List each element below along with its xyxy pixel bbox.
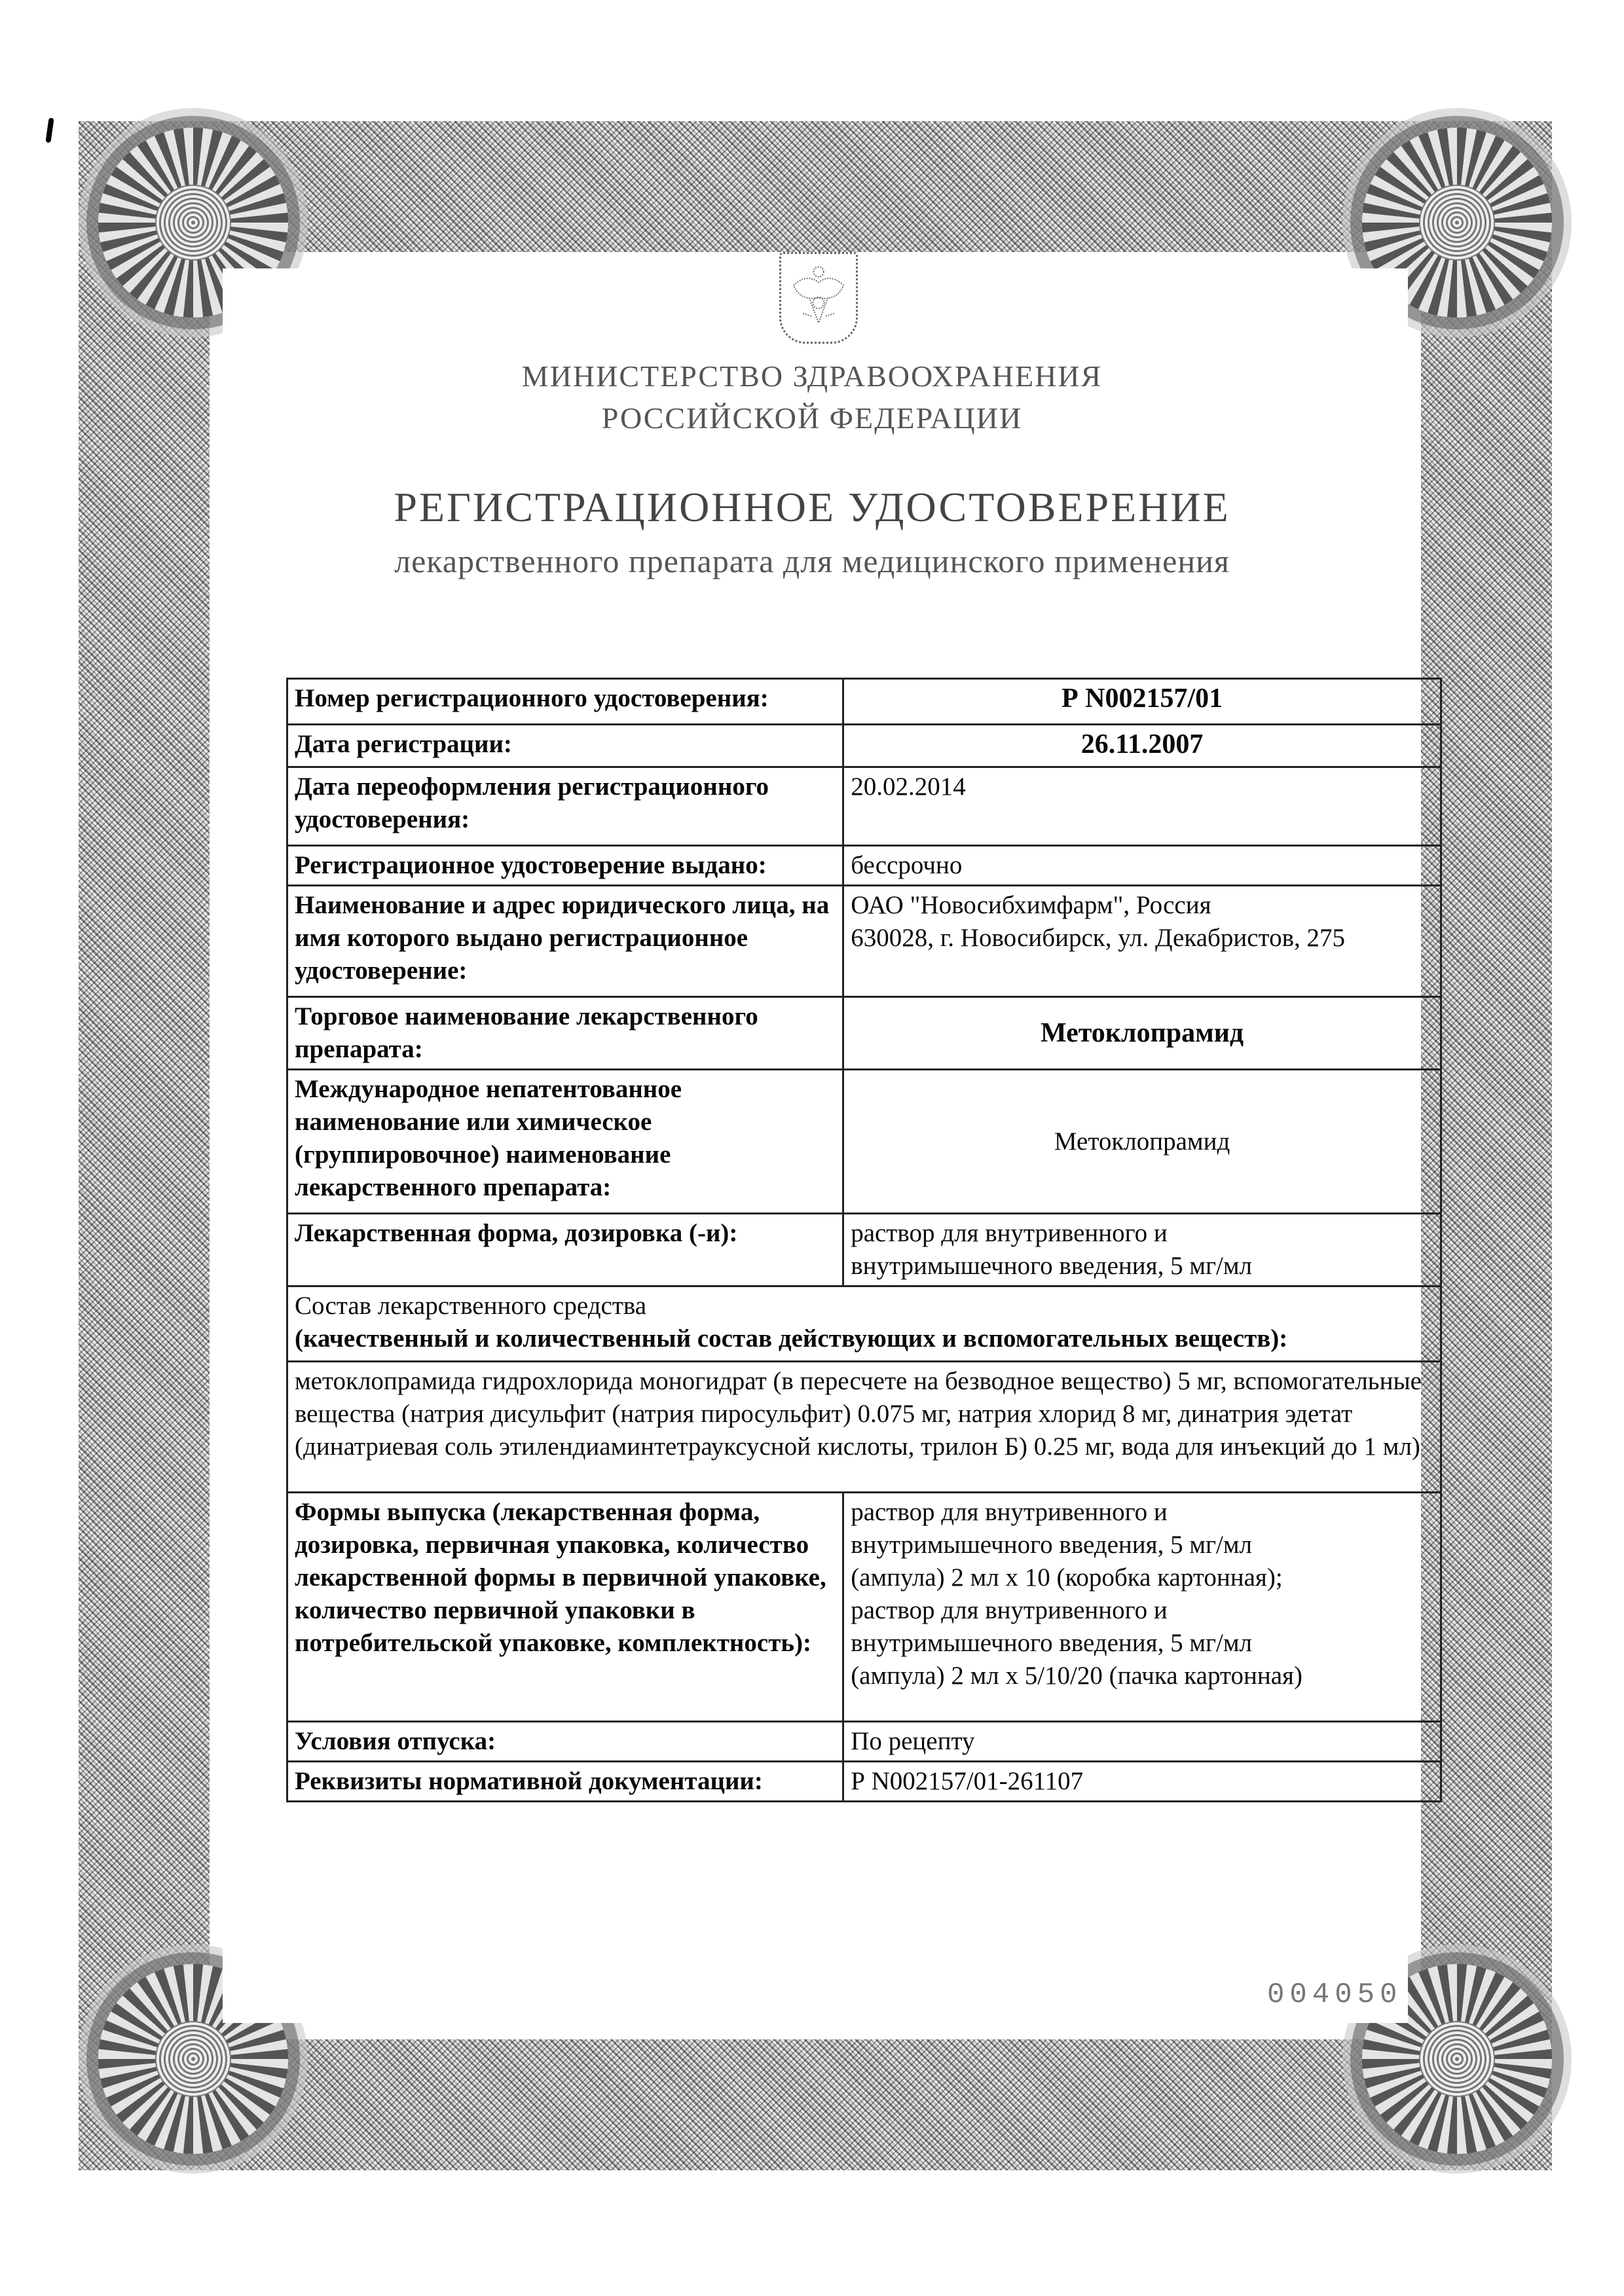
table-row-inn xyxy=(287,1070,1441,1214)
release-form-line: (ампула) 2 мл х 5/10/20 (пачка картонная) xyxy=(851,1662,1302,1690)
row-label: Реквизиты нормативной документации: xyxy=(287,1762,843,1802)
ministry-name-line1: МИНИСТЕРСТВО ЗДРАВООХРАНЕНИЯ xyxy=(521,359,1103,393)
dosage-form-line: внутримышечного введения, 5 мг/мл xyxy=(851,1252,1253,1280)
composition-header-line2: (качественный и количественный состав действующих и вспомогательных веществ): xyxy=(295,1324,1288,1353)
registration-table xyxy=(286,678,1442,1802)
release-form-line: раствор для внутривенного и xyxy=(851,1596,1168,1624)
dosage-form-line: раствор для внутривенного и xyxy=(851,1219,1168,1247)
release-form-line: (ампула) 2 мл х 10 (коробка картонная); xyxy=(851,1563,1283,1592)
table-row-trade-name xyxy=(287,997,1441,1070)
holder-address: 630028, г. Новосибирск, ул. Декабристов, 275 xyxy=(851,924,1345,952)
table-row-dosage-form xyxy=(287,1214,1441,1286)
holder-name: ОАО "Новосибхимфарм", Россия xyxy=(851,891,1211,919)
table-row-dispensing xyxy=(287,1722,1441,1762)
row-label: Формы выпуска (лекарственная форма, дозировка, первичная упаковка, количество лекарственной формы в первичной упаковке, количество первичной упаковки в потребительской упаковке, комплектность): xyxy=(287,1493,843,1722)
russian-coat-of-arms-icon xyxy=(779,252,858,344)
table-row-reissue-date xyxy=(287,767,1441,846)
row-label: Дата регистрации: xyxy=(287,725,843,767)
pen-mark xyxy=(45,118,54,143)
normative-docs: Р N002157/01-261107 xyxy=(843,1762,1441,1802)
row-label: Условия отпуска: xyxy=(287,1722,843,1762)
registration-number: Р N002157/01 xyxy=(843,679,1441,725)
row-label: Лекарственная форма, дозировка (-и): xyxy=(287,1214,843,1286)
table-row-validity xyxy=(287,846,1441,886)
row-label: Регистрационное удостоверение выдано: xyxy=(287,846,843,886)
row-label: Наименование и адрес юридического лица, на имя которого выдано регистрационное удостоверение: xyxy=(287,886,843,997)
row-label: Дата переоформления регистрационного удостоверения: xyxy=(287,767,843,846)
international-name: Метоклопрамид xyxy=(843,1070,1441,1214)
composition-body: метоклопрамида гидрохлорида моногидрат (в пересчете на безводное вещество) 5 мг, вспомогательные вещества (натрия дисульфит (натрия пиросульфит) 0.075 мг, натрия хлорид 8 мг, динатрия эдетат (динатриевая соль этилендиаминтетрауксусной кислоты, трилон Б) 0.25 мг, вода для инъекций до 1 мл) xyxy=(287,1362,1441,1493)
release-forms xyxy=(843,1493,1441,1722)
release-form-line: внутримышечного введения, 5 мг/мл xyxy=(851,1531,1253,1559)
release-form-line: раствор для внутривенного и xyxy=(851,1498,1168,1526)
validity-term: бессрочно xyxy=(843,846,1441,886)
document-subtitle: лекарственного препарата для медицинского применения xyxy=(394,543,1230,579)
table-row-holder xyxy=(287,886,1441,997)
composition-header xyxy=(287,1286,1441,1362)
registration-date: 26.11.2007 xyxy=(843,725,1441,767)
dispensing-conditions: По рецепту xyxy=(843,1722,1441,1762)
table-row-normative-docs xyxy=(287,1762,1441,1802)
document-title: РЕГИСТРАЦИОННОЕ УДОСТОВЕРЕНИЕ xyxy=(394,484,1230,530)
table-row-registration-date xyxy=(287,725,1441,767)
row-label: Торговое наименование лекарственного препарата: xyxy=(287,997,843,1070)
serial-number: 004050 xyxy=(1267,1978,1403,2011)
row-label: Номер регистрационного удостоверения: xyxy=(287,679,843,725)
holder-name-address xyxy=(843,886,1441,997)
composition-header-line1: Состав лекарственного средства xyxy=(295,1292,647,1320)
row-label: Международное непатентованное наименование или химическое (группировочное) наименование лекарственного препарата: xyxy=(287,1070,843,1214)
table-row-composition-header xyxy=(287,1286,1441,1362)
table-row-composition-body xyxy=(287,1362,1441,1493)
ministry-name-line2: РОССИЙСКОЙ ФЕДЕРАЦИИ xyxy=(601,401,1023,435)
reissue-date: 20.02.2014 xyxy=(843,767,1441,846)
trade-name: Метоклопрамид xyxy=(843,997,1441,1070)
table-row-registration-number xyxy=(287,679,1441,725)
table-row-release-forms xyxy=(287,1493,1441,1722)
dosage-form xyxy=(843,1214,1441,1286)
release-form-line: внутримышечного введения, 5 мг/мл xyxy=(851,1629,1253,1657)
